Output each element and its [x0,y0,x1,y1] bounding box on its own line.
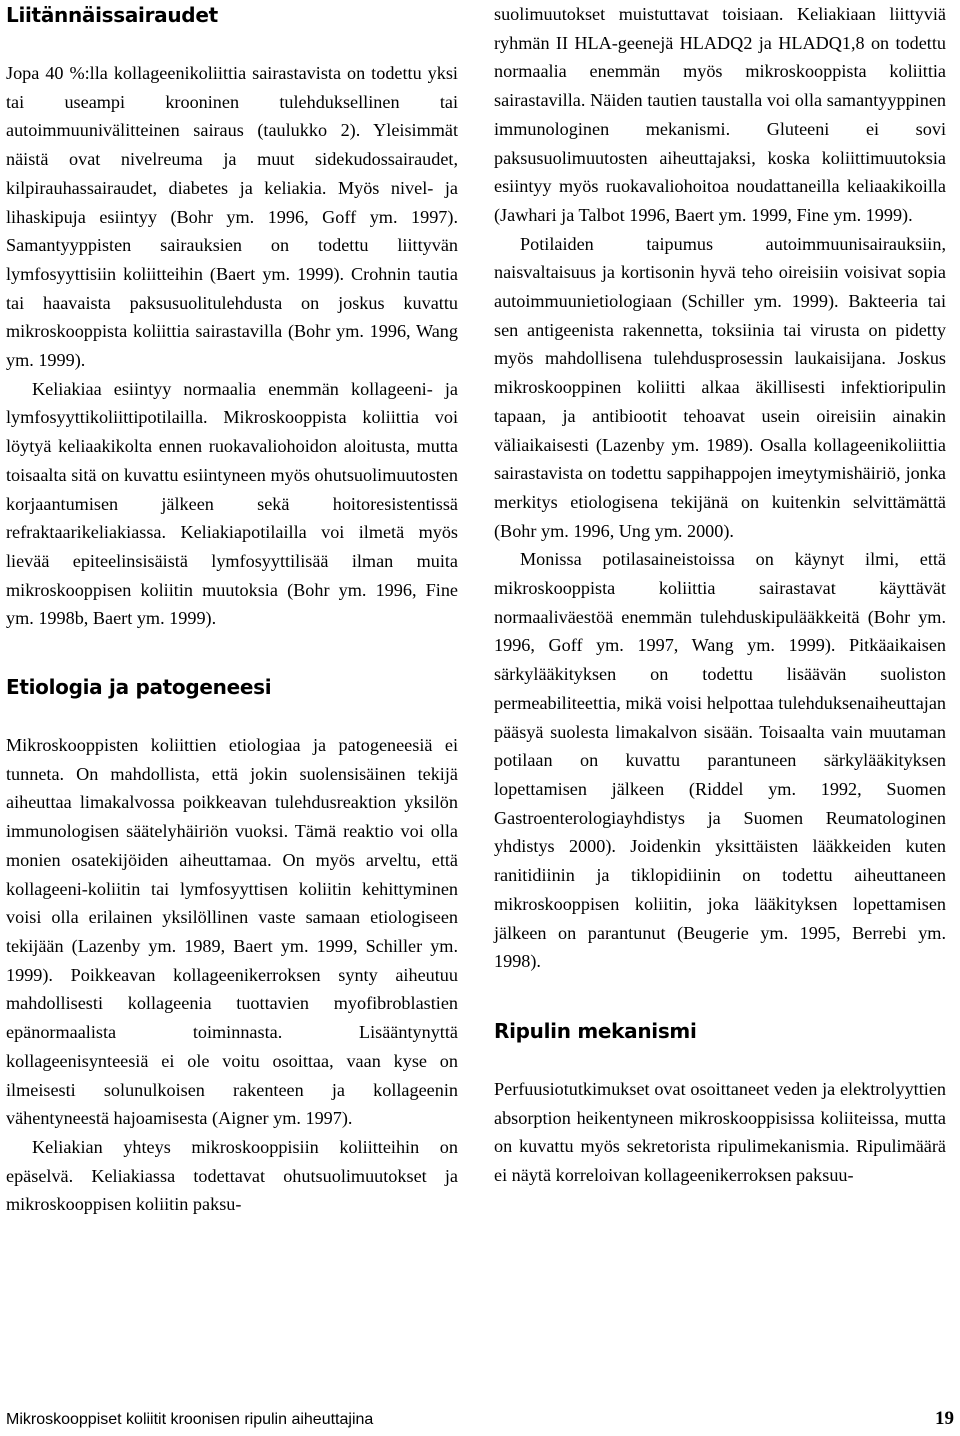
section-heading-ripulin-mekanismi: Ripulin mekanismi [494,1018,697,1043]
section-heading-liitannaissairaudet: Liitännäissairaudet [6,3,218,27]
paragraph: Keliakiaa esiintyy normaalia enemmän kollageeni- ja lymfosyyttikoliittipotilailla. Mikroskooppista koliittia voi löytyä keliaakikolta ennen ruokavaliohoidon aloitusta, mutta toisaalta sitä on kuvattu esiintyneen myös ohutsuolimuutosten korjaantumisen jälkeen sekä hoitoresistentissä refraktaarikeliakiassa. Keliakiapotilailla voi ilmetä myös lievää epiteelinsisäistä lymfosyyttilisää ilman muita mikroskooppisen koliitin muutoksia (Bohr ym. 1996, Fine ym. 1998b, Baert ym. 1999). [6,378,458,629]
paragraph: Jopa 40 %:lla kollageenikoliittia sairastavista on todettu yksi tai useampi krooninen tulehduksellinen tai autoimmuunivälitteinen sairaus (taulukko 2). Yleisimmät näistä ovat nivelreuma ja muut sidekudossairaudet, kilpirauhassairaudet, diabetes ja keliakia. Myös nivel- ja lihaskipuja esiintyy (Bohr ym. 1996, Goff ym. 1997). Samantyyppisten sairauksien on todettu liittyvän lymfosyyttisiin koliitteihin (Baert ym. 1999). Crohnin tautia tai haavaista paksusuolitulehdusta on joskus kuvattu mikroskooppista koliittia sairastavilla (Bohr ym. 1996, Wang ym. 1999). [6,63,458,371]
paragraph: Monissa potilasaineistoissa on käynyt ilmi, että mikroskooppista koliittia sairastavat käyttävät normaaliväestöä enemmän tulehduskipulääkkeitä (Bohr ym. 1996, Goff ym. 1997, Wang ym. 1999). Pitkäaikaisen särkylääkityksen on todettu lisäävän suoliston permeabiliteettia, mikä voisi helpottaa tulehduksenaiheuttajan pääsyä suolesta limakalvon sisään. Toisaalta vain muutaman potilaan on kuvattu parantuneen särkylääkityksen lopettamisen jälkeen (Riddel ym. 1992, Suomen Gastroenterologiayhdistys ja Suomen Reumatologinen yhdistys 2000). Joidenkin yksittäisten lääkkeiden kuten ranitidiinin ja tiklopidiinin on todettu aiheuttaneen mikroskooppisen koliitin, joka lääkityksen lopettamisen jälkeen on parantunut (Beugerie ym. 1995, Berrebi ym. 1998). [494,549,946,972]
paragraph: Potilaiden taipumus autoimmuunisairauksiin, naisvaltaisuus ja kortisonin hyvä teho oireisiin voisivat sopia autoimmuunietiologiaan (Schiller ym. 1999). Bakteeria tai sen antigeenista rakennetta, toksiinia tai virusta on pidetty myös mahdollisena tulehdusprosessin laukaisijana. Joskus mikroskooppinen koliitti alkaa äkillisesti infektioripulin tapaan, ja antibiootit tehoavat usein oireisiin ainakin väliaikaisesti (Lazenby ym. 1989). Osalla kollageenikoliittia sairastavista on todettu sappihappojen imeytymishäiriö, jonka merkitys etiologisena tekijänä on kuitenkin selvittämättä (Bohr ym. 1996, Ung ym. 2000). [494,233,946,541]
page-number: 19 [935,1408,954,1429]
section-heading-etiologia: Etiologia ja patogeneesi [6,675,272,700]
paragraph: suolimuutokset muistuttavat toisiaan. Keliakiaan liittyviä ryhmän II HLA-geenejä HLADQ2 ja HLADQ1,8 on todettu normaalia enemmän myös mikroskooppista koliittia sairastavilla. Näiden tautien taustalla voi olla samantyyppinen immunologinen mekanismi. Gluteeni ei sovi paksusuolimuutosten aiheuttajaksi, koska koliittimuutoksia esiintyy myös ruokavaliohoitoa noudattaneilla keliaakikoilla (Jawhari ja Talbot 1996, Baert ym. 1999, Fine ym. 1999). [494,4,946,225]
page-footer [6,1408,954,1432]
paragraph: Mikroskooppisten koliittien etiologiaa ja patogeneesiä ei tunneta. On mahdollista, että jokin suolensisäinen tekijä aiheuttaa limakalvossa poikkeavan tulehdusreaktion yksilön immunologisen säätelyhäiriön vuoksi. Tämä reaktio voi olla monien osatekijöiden aiheuttamaa. On myös arveltu, että kollageeni-koliitin tai lymfosyyttisen koliitin kehittyminen voisi olla erilainen yksilöllinen vaste samaan etiologiseen tekijään (Lazenby ym. 1989, Baert ym. 1999, Schiller ym. 1999). Poikkeavan kollageenikerroksen synty aiheutuu mahdollisesti kollageenia tuottavien myofibroblastien epänormaalista toiminnasta. Lisääntynyttä kollageenisynteesiä ei ole voitu osoittaa, vaan kyse on ilmeisesti solunulkoisen rakenteen ja kollageenin vähentyneestä hajoamisesta (Aigner ym. 1997). [6,735,458,1129]
left-column [6,0,458,1219]
paragraph: Perfuusiotutkimukset ovat osoittaneet veden ja elektrolyyttien absorption heikentyneen mikroskooppisissa koliiteissa, mutta on kuvattu myös sekretorista ripulimekanismia. Ripulimäärä ei näytä korreloivan kollageenikerroksen paksuu- [494,1078,946,1186]
right-column [494,0,946,1190]
running-title: Mikroskooppiset koliitit kroonisen ripulin aiheuttajina [6,1411,374,1428]
paragraph: Keliakian yhteys mikroskooppisiin koliitteihin on epäselvä. Keliakiassa todettavat ohutsuolimuutokset ja mikroskooppisen koliitin paksu- [6,1136,458,1215]
